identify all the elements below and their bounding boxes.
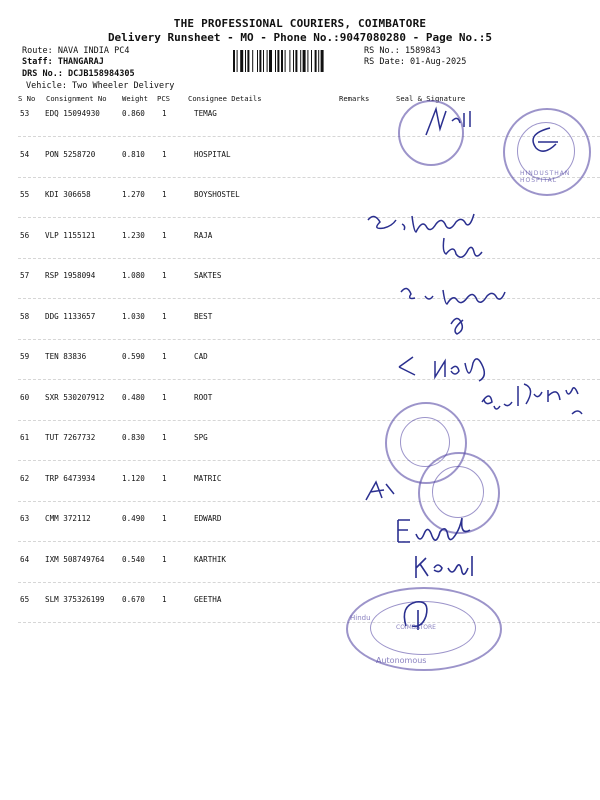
hospital-stamp-text: HINDUSTHAN HOSPITAL: [520, 170, 571, 184]
barcode-bar: [307, 50, 308, 72]
row-separator: [18, 460, 600, 461]
barcode-bar: [277, 50, 279, 72]
row-pcs: 1: [162, 555, 167, 564]
barcode-bar: [259, 50, 261, 72]
row-sno: 56: [20, 231, 30, 240]
row-pcs: 1: [162, 231, 167, 240]
signature-65: [398, 596, 438, 632]
signature-62: [362, 476, 398, 504]
row-weight: 0.480: [122, 393, 145, 402]
row-pcs: 1: [162, 190, 167, 199]
row-sno: 60: [20, 393, 30, 402]
row-sno: 61: [20, 433, 30, 442]
row-consignment-no: SXR 530207912: [45, 393, 105, 402]
row-weight: 1.230: [122, 231, 145, 240]
barcode-bar: [300, 50, 301, 72]
company-title: THE PROFESSIONAL COURIERS, COIMBATORE: [173, 17, 427, 30]
col-remarks: Remarks: [339, 94, 370, 103]
drs-number: DRS No.: DCJB158984305: [22, 69, 135, 79]
row-consignment-no: TUT 7267732: [45, 433, 96, 442]
row-weight: 0.540: [122, 555, 145, 564]
route-label: Route: NAVA INDIA PC4: [22, 46, 130, 56]
row-separator: [18, 582, 600, 583]
row-separator: [18, 622, 600, 623]
college-stamp-mid-text: COIMBATORE: [396, 624, 436, 631]
row-weight: 1.270: [122, 190, 145, 199]
row-consignment-no: SLM 375326199: [45, 595, 105, 604]
row-separator: [18, 379, 600, 380]
row-weight: 0.670: [122, 595, 145, 604]
signature-53: [420, 95, 475, 140]
row-consignee: ROOT: [194, 393, 213, 402]
row-sno: 58: [20, 312, 30, 321]
row-pcs: 1: [162, 393, 167, 402]
row-sno: 55: [20, 190, 30, 199]
row-pcs: 1: [162, 474, 167, 483]
row-consignee: BEST: [194, 312, 213, 321]
row-consignment-no: TRP 6473934: [45, 474, 96, 483]
barcode-bar: [257, 50, 258, 72]
barcode-bar: [237, 50, 238, 72]
rs-date: RS Date: 01-Aug-2025: [364, 57, 467, 67]
row-consignment-no: KDI 306658: [45, 190, 91, 199]
row-consignee: RAJA: [194, 231, 213, 240]
row-weight: 0.810: [122, 150, 145, 159]
barcode-bar: [240, 50, 243, 72]
row-weight: 0.490: [122, 514, 145, 523]
college-stamp-left-text: Hindu: [350, 614, 371, 622]
signature-56: [360, 200, 600, 260]
row-pcs: 1: [162, 150, 167, 159]
round-stamp-62-inner: [432, 466, 484, 518]
barcode-bar: [285, 50, 286, 72]
barcode-bar: [269, 50, 272, 72]
col-seal-signature: Seal & Signature: [396, 94, 466, 103]
row-sno: 59: [20, 352, 30, 361]
barcode: [233, 50, 353, 72]
barcode-bar: [318, 50, 319, 72]
row-consignment-no: DDG 1133657: [45, 312, 96, 321]
barcode-bar: [263, 50, 264, 72]
signature-60: [480, 382, 595, 424]
barcode-bar: [303, 50, 306, 72]
row-consignment-no: VLP 1155121: [45, 231, 96, 240]
barcode-bar: [245, 50, 246, 72]
row-pcs: 1: [162, 352, 167, 361]
col-pcs: PCS: [157, 94, 170, 103]
signature-54: [520, 120, 565, 160]
row-separator: [18, 541, 600, 542]
signature-59: [395, 345, 505, 383]
staff-label: Staff: THANGARAJ: [22, 57, 104, 67]
row-sno: 54: [20, 150, 30, 159]
row-consignment-no: CMM 372112: [45, 514, 91, 523]
row-consignment-no: TEN 83836: [45, 352, 87, 361]
row-consignee: SAKTES: [194, 271, 222, 280]
barcode-bar: [252, 50, 253, 72]
rs-number: RS No.: 1589843: [364, 46, 441, 56]
row-weight: 1.120: [122, 474, 145, 483]
row-consignee: BOYSHOSTEL: [194, 190, 240, 199]
row-weight: 0.590: [122, 352, 145, 361]
row-sno: 64: [20, 555, 30, 564]
row-weight: 0.860: [122, 109, 145, 118]
row-pcs: 1: [162, 312, 167, 321]
row-consignee: MATRIC: [194, 474, 222, 483]
barcode-bar: [293, 50, 294, 72]
col-sno: S No: [18, 94, 36, 103]
row-pcs: 1: [162, 271, 167, 280]
row-pcs: 1: [162, 595, 167, 604]
row-weight: 0.830: [122, 433, 145, 442]
row-consignee: HOSPITAL: [194, 150, 231, 159]
barcode-bar: [315, 50, 317, 72]
vehicle-label: Vehicle: Two Wheeler Delivery: [26, 81, 175, 91]
barcode-bar: [321, 50, 324, 72]
college-stamp-text: Autonomous: [376, 656, 427, 665]
row-sno: 53: [20, 109, 30, 118]
row-sno: 63: [20, 514, 30, 523]
row-consignee: TEMAG: [194, 109, 217, 118]
row-pcs: 1: [162, 514, 167, 523]
barcode-bar: [311, 50, 312, 72]
row-consignee: CAD: [194, 352, 208, 361]
row-consignee: EDWARD: [194, 514, 222, 523]
row-separator: [18, 501, 600, 502]
row-consignment-no: EDQ 15094930: [45, 109, 100, 118]
runsheet-title: Delivery Runsheet - MO - Phone No.:9047080280 - Page No.:5: [107, 31, 493, 44]
barcode-bar: [281, 50, 283, 72]
barcode-bar: [295, 50, 297, 72]
row-pcs: 1: [162, 109, 167, 118]
row-weight: 1.030: [122, 312, 145, 321]
row-sno: 62: [20, 474, 30, 483]
row-weight: 1.080: [122, 271, 145, 280]
row-sno: 57: [20, 271, 30, 280]
signature-57: [395, 278, 555, 340]
row-sno: 65: [20, 595, 30, 604]
row-consignee: KARTHIK: [194, 555, 227, 564]
barcode-bar: [289, 50, 290, 72]
col-consignment: Consignment No: [46, 94, 107, 103]
row-consignment-no: PON 5258720: [45, 150, 96, 159]
row-consignment-no: RSP 1958094: [45, 271, 96, 280]
signature-63-64: [392, 516, 510, 588]
row-consignee: SPG: [194, 433, 208, 442]
col-weight: Weight: [122, 94, 148, 103]
row-pcs: 1: [162, 433, 167, 442]
row-consignment-no: IXM 508749764: [45, 555, 105, 564]
barcode-bar: [233, 50, 235, 72]
col-consignee: Consignee Details: [188, 94, 262, 103]
row-consignee: GEETHA: [194, 595, 222, 604]
barcode-bar: [247, 50, 249, 72]
barcode-bar: [275, 50, 276, 72]
barcode-bar: [267, 50, 268, 72]
